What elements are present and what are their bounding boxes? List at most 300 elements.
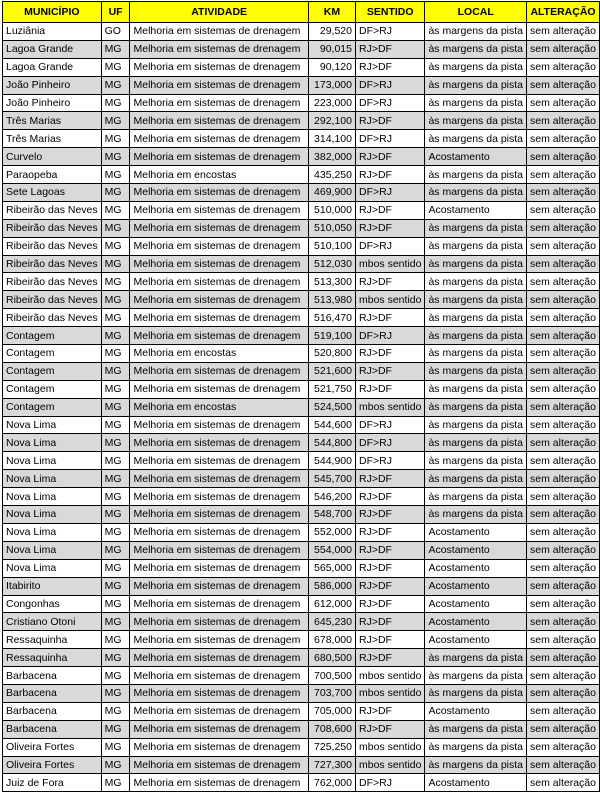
cell-sentido: DF>RJ bbox=[356, 452, 425, 470]
cell-local: às margens da pista bbox=[425, 738, 527, 756]
cell-sentido: RJ>DF bbox=[356, 631, 425, 649]
cell-local: às margens da pista bbox=[425, 23, 527, 41]
cell-atividade: Melhoria em encostas bbox=[130, 166, 308, 184]
cell-km: 554,000 bbox=[308, 541, 355, 559]
cell-uf: MG bbox=[101, 577, 130, 595]
cell-alteracao: sem alteração bbox=[527, 452, 600, 470]
cell-municipio: Nova Lima bbox=[3, 559, 102, 577]
cell-alteracao: sem alteração bbox=[527, 774, 600, 792]
cell-local: às margens da pista bbox=[425, 398, 527, 416]
cell-municipio: Barbacena bbox=[3, 702, 102, 720]
cell-sentido: mbos sentido bbox=[356, 255, 425, 273]
cell-sentido: RJ>DF bbox=[356, 523, 425, 541]
cell-uf: MG bbox=[101, 702, 130, 720]
cell-uf: MG bbox=[101, 523, 130, 541]
cell-local: Acostamento bbox=[425, 201, 527, 219]
cell-alteracao: sem alteração bbox=[527, 201, 600, 219]
cell-km: 680,500 bbox=[308, 649, 355, 667]
cell-uf: MG bbox=[101, 40, 130, 58]
table-row bbox=[3, 58, 600, 76]
cell-alteracao: sem alteração bbox=[527, 398, 600, 416]
cell-alteracao: sem alteração bbox=[527, 273, 600, 291]
cell-municipio: João Pinheiro bbox=[3, 76, 102, 94]
cell-km: 545,700 bbox=[308, 470, 355, 488]
cell-local: às margens da pista bbox=[425, 452, 527, 470]
cell-sentido: RJ>DF bbox=[356, 345, 425, 363]
cell-km: 544,600 bbox=[308, 416, 355, 434]
cell-municipio: Contagem bbox=[3, 345, 102, 363]
cell-uf: MG bbox=[101, 398, 130, 416]
cell-km: 90,120 bbox=[308, 58, 355, 76]
cell-atividade: Melhoria em sistemas de drenagem bbox=[130, 273, 308, 291]
cell-km: 645,230 bbox=[308, 613, 355, 631]
cell-uf: MG bbox=[101, 613, 130, 631]
cell-km: 544,900 bbox=[308, 452, 355, 470]
cell-km: 700,500 bbox=[308, 667, 355, 685]
cell-uf: MG bbox=[101, 667, 130, 685]
cell-municipio: Contagem bbox=[3, 380, 102, 398]
cell-uf: MG bbox=[101, 76, 130, 94]
cell-km: 513,980 bbox=[308, 291, 355, 309]
cell-km: 552,000 bbox=[308, 523, 355, 541]
cell-atividade: Melhoria em sistemas de drenagem bbox=[130, 94, 308, 112]
cell-municipio: Lagoa Grande bbox=[3, 58, 102, 76]
cell-alteracao: sem alteração bbox=[527, 434, 600, 452]
cell-alteracao: sem alteração bbox=[527, 345, 600, 363]
cell-alteracao: sem alteração bbox=[527, 291, 600, 309]
cell-uf: MG bbox=[101, 649, 130, 667]
cell-municipio: Barbacena bbox=[3, 684, 102, 702]
cell-atividade: Melhoria em sistemas de drenagem bbox=[130, 595, 308, 613]
cell-uf: MG bbox=[101, 434, 130, 452]
cell-local: às margens da pista bbox=[425, 273, 527, 291]
cell-sentido: RJ>DF bbox=[356, 559, 425, 577]
header-alteracao: ALTERAÇÃO bbox=[527, 2, 600, 23]
cell-municipio: Nova Lima bbox=[3, 523, 102, 541]
cell-km: 703,700 bbox=[308, 684, 355, 702]
cell-local: Acostamento bbox=[425, 702, 527, 720]
cell-atividade: Melhoria em sistemas de drenagem bbox=[130, 112, 308, 130]
cell-municipio: Nova Lima bbox=[3, 488, 102, 506]
cell-alteracao: sem alteração bbox=[527, 94, 600, 112]
cell-km: 544,800 bbox=[308, 434, 355, 452]
cell-municipio: Paraopeba bbox=[3, 166, 102, 184]
cell-municipio: Nova Lima bbox=[3, 434, 102, 452]
cell-km: 510,050 bbox=[308, 219, 355, 237]
cell-local: Acostamento bbox=[425, 148, 527, 166]
cell-municipio: Curvelo bbox=[3, 148, 102, 166]
cell-sentido: RJ>DF bbox=[356, 201, 425, 219]
cell-alteracao: sem alteração bbox=[527, 702, 600, 720]
cell-uf: MG bbox=[101, 416, 130, 434]
cell-local: às margens da pista bbox=[425, 309, 527, 327]
cell-atividade: Melhoria em sistemas de drenagem bbox=[130, 380, 308, 398]
cell-atividade: Melhoria em sistemas de drenagem bbox=[130, 291, 308, 309]
cell-sentido: RJ>DF bbox=[356, 273, 425, 291]
cell-km: 513,300 bbox=[308, 273, 355, 291]
header-row bbox=[3, 2, 600, 23]
cell-local: Acostamento bbox=[425, 541, 527, 559]
cell-uf: MG bbox=[101, 595, 130, 613]
cell-sentido: RJ>DF bbox=[356, 362, 425, 380]
cell-uf: MG bbox=[101, 166, 130, 184]
cell-municipio: Nova Lima bbox=[3, 452, 102, 470]
cell-local: às margens da pista bbox=[425, 94, 527, 112]
cell-atividade: Melhoria em sistemas de drenagem bbox=[130, 756, 308, 774]
cell-local: às margens da pista bbox=[425, 40, 527, 58]
cell-uf: MG bbox=[101, 130, 130, 148]
table-row bbox=[3, 76, 600, 94]
cell-uf: MG bbox=[101, 452, 130, 470]
table-row bbox=[3, 219, 600, 237]
cell-sentido: RJ>DF bbox=[356, 488, 425, 506]
cell-uf: MG bbox=[101, 380, 130, 398]
cell-atividade: Melhoria em sistemas de drenagem bbox=[130, 148, 308, 166]
cell-municipio: Sete Lagoas bbox=[3, 184, 102, 202]
cell-alteracao: sem alteração bbox=[527, 380, 600, 398]
cell-atividade: Melhoria em sistemas de drenagem bbox=[130, 416, 308, 434]
table-row bbox=[3, 452, 600, 470]
cell-atividade: Melhoria em sistemas de drenagem bbox=[130, 506, 308, 524]
cell-alteracao: sem alteração bbox=[527, 577, 600, 595]
cell-alteracao: sem alteração bbox=[527, 255, 600, 273]
cell-atividade: Melhoria em sistemas de drenagem bbox=[130, 541, 308, 559]
cell-km: 173,000 bbox=[308, 76, 355, 94]
cell-alteracao: sem alteração bbox=[527, 327, 600, 345]
cell-municipio: Contagem bbox=[3, 398, 102, 416]
cell-municipio: Ribeirão das Neves bbox=[3, 219, 102, 237]
table-body bbox=[3, 23, 600, 792]
table-row bbox=[3, 166, 600, 184]
cell-sentido: RJ>DF bbox=[356, 649, 425, 667]
cell-sentido: DF>RJ bbox=[356, 76, 425, 94]
cell-sentido: mbos sentido bbox=[356, 756, 425, 774]
cell-local: Acostamento bbox=[425, 774, 527, 792]
header-uf: UF bbox=[101, 2, 130, 23]
cell-sentido: mbos sentido bbox=[356, 291, 425, 309]
cell-atividade: Melhoria em encostas bbox=[130, 398, 308, 416]
cell-municipio: Lagoa Grande bbox=[3, 40, 102, 58]
table-row bbox=[3, 541, 600, 559]
cell-km: 90,015 bbox=[308, 40, 355, 58]
cell-local: às margens da pista bbox=[425, 362, 527, 380]
cell-alteracao: sem alteração bbox=[527, 506, 600, 524]
table-row bbox=[3, 523, 600, 541]
cell-sentido: RJ>DF bbox=[356, 577, 425, 595]
cell-sentido: mbos sentido bbox=[356, 667, 425, 685]
cell-sentido: RJ>DF bbox=[356, 380, 425, 398]
cell-municipio: Ribeirão das Neves bbox=[3, 291, 102, 309]
cell-alteracao: sem alteração bbox=[527, 416, 600, 434]
table-row bbox=[3, 148, 600, 166]
cell-uf: MG bbox=[101, 720, 130, 738]
cell-uf: MG bbox=[101, 58, 130, 76]
cell-km: 708,600 bbox=[308, 720, 355, 738]
cell-atividade: Melhoria em sistemas de drenagem bbox=[130, 76, 308, 94]
cell-km: 223,000 bbox=[308, 94, 355, 112]
cell-sentido: DF>RJ bbox=[356, 774, 425, 792]
cell-local: às margens da pista bbox=[425, 166, 527, 184]
cell-alteracao: sem alteração bbox=[527, 720, 600, 738]
cell-alteracao: sem alteração bbox=[527, 237, 600, 255]
cell-sentido: mbos sentido bbox=[356, 398, 425, 416]
cell-local: às margens da pista bbox=[425, 327, 527, 345]
table-row bbox=[3, 577, 600, 595]
cell-atividade: Melhoria em sistemas de drenagem bbox=[130, 702, 308, 720]
cell-sentido: mbos sentido bbox=[356, 738, 425, 756]
table-row bbox=[3, 255, 600, 273]
cell-municipio: Itabirito bbox=[3, 577, 102, 595]
cell-municipio: Cristiano Otoni bbox=[3, 613, 102, 631]
table-row bbox=[3, 774, 600, 792]
cell-atividade: Melhoria em sistemas de drenagem bbox=[130, 684, 308, 702]
cell-atividade: Melhoria em sistemas de drenagem bbox=[130, 559, 308, 577]
cell-municipio: Juiz de Fora bbox=[3, 774, 102, 792]
cell-atividade: Melhoria em sistemas de drenagem bbox=[130, 309, 308, 327]
cell-uf: MG bbox=[101, 201, 130, 219]
cell-atividade: Melhoria em sistemas de drenagem bbox=[130, 667, 308, 685]
cell-local: às margens da pista bbox=[425, 58, 527, 76]
cell-local: às margens da pista bbox=[425, 345, 527, 363]
cell-km: 524,500 bbox=[308, 398, 355, 416]
table-row bbox=[3, 702, 600, 720]
header-atividade: ATIVIDADE bbox=[130, 2, 308, 23]
table-row bbox=[3, 291, 600, 309]
table-row bbox=[3, 470, 600, 488]
cell-local: Acostamento bbox=[425, 523, 527, 541]
table-row bbox=[3, 398, 600, 416]
cell-atividade: Melhoria em sistemas de drenagem bbox=[130, 488, 308, 506]
cell-atividade: Melhoria em sistemas de drenagem bbox=[130, 452, 308, 470]
cell-alteracao: sem alteração bbox=[527, 184, 600, 202]
cell-municipio: Contagem bbox=[3, 362, 102, 380]
cell-local: às margens da pista bbox=[425, 112, 527, 130]
cell-alteracao: sem alteração bbox=[527, 23, 600, 41]
cell-uf: MG bbox=[101, 309, 130, 327]
cell-km: 520,800 bbox=[308, 345, 355, 363]
cell-atividade: Melhoria em sistemas de drenagem bbox=[130, 58, 308, 76]
cell-sentido: RJ>DF bbox=[356, 219, 425, 237]
cell-atividade: Melhoria em sistemas de drenagem bbox=[130, 130, 308, 148]
cell-uf: MG bbox=[101, 94, 130, 112]
cell-municipio: Ribeirão das Neves bbox=[3, 309, 102, 327]
header-municipio: MUNICÍPIO bbox=[3, 2, 102, 23]
cell-local: Acostamento bbox=[425, 595, 527, 613]
cell-atividade: Melhoria em sistemas de drenagem bbox=[130, 613, 308, 631]
cell-alteracao: sem alteração bbox=[527, 523, 600, 541]
table-row bbox=[3, 309, 600, 327]
cell-local: às margens da pista bbox=[425, 667, 527, 685]
cell-sentido: RJ>DF bbox=[356, 166, 425, 184]
cell-municipio: Barbacena bbox=[3, 720, 102, 738]
cell-sentido: DF>RJ bbox=[356, 327, 425, 345]
cell-uf: MG bbox=[101, 255, 130, 273]
table-row bbox=[3, 40, 600, 58]
cell-atividade: Melhoria em sistemas de drenagem bbox=[130, 434, 308, 452]
cell-sentido: RJ>DF bbox=[356, 595, 425, 613]
cell-uf: MG bbox=[101, 684, 130, 702]
cell-km: 521,750 bbox=[308, 380, 355, 398]
table-row bbox=[3, 559, 600, 577]
cell-atividade: Melhoria em sistemas de drenagem bbox=[130, 362, 308, 380]
table-row bbox=[3, 362, 600, 380]
cell-km: 678,000 bbox=[308, 631, 355, 649]
cell-uf: MG bbox=[101, 738, 130, 756]
cell-atividade: Melhoria em sistemas de drenagem bbox=[130, 577, 308, 595]
cell-local: às margens da pista bbox=[425, 76, 527, 94]
cell-alteracao: sem alteração bbox=[527, 58, 600, 76]
cell-local: às margens da pista bbox=[425, 720, 527, 738]
cell-local: às margens da pista bbox=[425, 184, 527, 202]
cell-atividade: Melhoria em sistemas de drenagem bbox=[130, 631, 308, 649]
works-table bbox=[2, 1, 600, 792]
cell-sentido: RJ>DF bbox=[356, 40, 425, 58]
cell-local: às margens da pista bbox=[425, 130, 527, 148]
cell-municipio: Congonhas bbox=[3, 595, 102, 613]
cell-sentido: DF>RJ bbox=[356, 416, 425, 434]
cell-sentido: RJ>DF bbox=[356, 506, 425, 524]
cell-sentido: RJ>DF bbox=[356, 148, 425, 166]
cell-atividade: Melhoria em sistemas de drenagem bbox=[130, 774, 308, 792]
cell-alteracao: sem alteração bbox=[527, 631, 600, 649]
cell-sentido: RJ>DF bbox=[356, 58, 425, 76]
cell-uf: MG bbox=[101, 219, 130, 237]
cell-municipio: Três Marias bbox=[3, 130, 102, 148]
cell-uf: MG bbox=[101, 112, 130, 130]
table-row bbox=[3, 201, 600, 219]
cell-alteracao: sem alteração bbox=[527, 219, 600, 237]
cell-uf: MG bbox=[101, 345, 130, 363]
table-row bbox=[3, 434, 600, 452]
cell-local: Acostamento bbox=[425, 613, 527, 631]
table-row bbox=[3, 684, 600, 702]
cell-uf: MG bbox=[101, 273, 130, 291]
cell-atividade: Melhoria em sistemas de drenagem bbox=[130, 23, 308, 41]
cell-alteracao: sem alteração bbox=[527, 667, 600, 685]
cell-sentido: RJ>DF bbox=[356, 112, 425, 130]
header-local: LOCAL bbox=[425, 2, 527, 23]
cell-local: às margens da pista bbox=[425, 684, 527, 702]
cell-uf: MG bbox=[101, 291, 130, 309]
cell-sentido: DF>RJ bbox=[356, 130, 425, 148]
table-row bbox=[3, 738, 600, 756]
table-row bbox=[3, 720, 600, 738]
cell-local: às margens da pista bbox=[425, 380, 527, 398]
table-row bbox=[3, 649, 600, 667]
cell-sentido: RJ>DF bbox=[356, 702, 425, 720]
cell-atividade: Melhoria em sistemas de drenagem bbox=[130, 255, 308, 273]
cell-local: às margens da pista bbox=[425, 434, 527, 452]
cell-uf: MG bbox=[101, 559, 130, 577]
cell-km: 565,000 bbox=[308, 559, 355, 577]
cell-atividade: Melhoria em sistemas de drenagem bbox=[130, 523, 308, 541]
table-row bbox=[3, 631, 600, 649]
cell-municipio: Três Marias bbox=[3, 112, 102, 130]
table-row bbox=[3, 380, 600, 398]
table-row bbox=[3, 112, 600, 130]
cell-km: 548,700 bbox=[308, 506, 355, 524]
cell-local: às margens da pista bbox=[425, 255, 527, 273]
cell-municipio: Contagem bbox=[3, 327, 102, 345]
cell-alteracao: sem alteração bbox=[527, 40, 600, 58]
table-row bbox=[3, 94, 600, 112]
header-km: KM bbox=[308, 2, 355, 23]
table-row bbox=[3, 506, 600, 524]
cell-local: às margens da pista bbox=[425, 488, 527, 506]
cell-alteracao: sem alteração bbox=[527, 470, 600, 488]
table-row bbox=[3, 184, 600, 202]
cell-alteracao: sem alteração bbox=[527, 166, 600, 184]
cell-sentido: RJ>DF bbox=[356, 541, 425, 559]
cell-uf: MG bbox=[101, 184, 130, 202]
cell-uf: MG bbox=[101, 327, 130, 345]
cell-uf: MG bbox=[101, 756, 130, 774]
cell-alteracao: sem alteração bbox=[527, 309, 600, 327]
cell-alteracao: sem alteração bbox=[527, 112, 600, 130]
cell-atividade: Melhoria em sistemas de drenagem bbox=[130, 470, 308, 488]
cell-alteracao: sem alteração bbox=[527, 541, 600, 559]
table-row bbox=[3, 130, 600, 148]
cell-km: 762,000 bbox=[308, 774, 355, 792]
table-row bbox=[3, 756, 600, 774]
cell-alteracao: sem alteração bbox=[527, 649, 600, 667]
cell-atividade: Melhoria em sistemas de drenagem bbox=[130, 40, 308, 58]
cell-municipio: Ressaquinha bbox=[3, 631, 102, 649]
cell-alteracao: sem alteração bbox=[527, 488, 600, 506]
cell-atividade: Melhoria em sistemas de drenagem bbox=[130, 237, 308, 255]
cell-uf: GO bbox=[101, 23, 130, 41]
table-row bbox=[3, 345, 600, 363]
cell-municipio: Oliveira Fortes bbox=[3, 756, 102, 774]
cell-km: 516,470 bbox=[308, 309, 355, 327]
cell-local: às margens da pista bbox=[425, 219, 527, 237]
cell-atividade: Melhoria em sistemas de drenagem bbox=[130, 649, 308, 667]
cell-alteracao: sem alteração bbox=[527, 684, 600, 702]
cell-municipio: Nova Lima bbox=[3, 470, 102, 488]
cell-local: Acostamento bbox=[425, 559, 527, 577]
cell-uf: MG bbox=[101, 488, 130, 506]
cell-uf: MG bbox=[101, 774, 130, 792]
cell-sentido: RJ>DF bbox=[356, 720, 425, 738]
cell-alteracao: sem alteração bbox=[527, 738, 600, 756]
cell-km: 29,520 bbox=[308, 23, 355, 41]
cell-km: 727,300 bbox=[308, 756, 355, 774]
cell-atividade: Melhoria em sistemas de drenagem bbox=[130, 219, 308, 237]
cell-municipio: Luziânia bbox=[3, 23, 102, 41]
cell-atividade: Melhoria em sistemas de drenagem bbox=[130, 720, 308, 738]
cell-uf: MG bbox=[101, 506, 130, 524]
table-row bbox=[3, 488, 600, 506]
cell-km: 510,100 bbox=[308, 237, 355, 255]
cell-km: 510,000 bbox=[308, 201, 355, 219]
cell-local: às margens da pista bbox=[425, 756, 527, 774]
cell-km: 314,100 bbox=[308, 130, 355, 148]
table-row bbox=[3, 23, 600, 41]
cell-alteracao: sem alteração bbox=[527, 362, 600, 380]
cell-sentido: DF>RJ bbox=[356, 184, 425, 202]
cell-alteracao: sem alteração bbox=[527, 559, 600, 577]
cell-km: 519,100 bbox=[308, 327, 355, 345]
table-row bbox=[3, 595, 600, 613]
cell-local: Acostamento bbox=[425, 631, 527, 649]
cell-sentido: DF>RJ bbox=[356, 23, 425, 41]
cell-local: às margens da pista bbox=[425, 649, 527, 667]
cell-atividade: Melhoria em sistemas de drenagem bbox=[130, 738, 308, 756]
cell-alteracao: sem alteração bbox=[527, 756, 600, 774]
cell-sentido: RJ>DF bbox=[356, 470, 425, 488]
cell-municipio: Ribeirão das Neves bbox=[3, 273, 102, 291]
cell-km: 512,030 bbox=[308, 255, 355, 273]
